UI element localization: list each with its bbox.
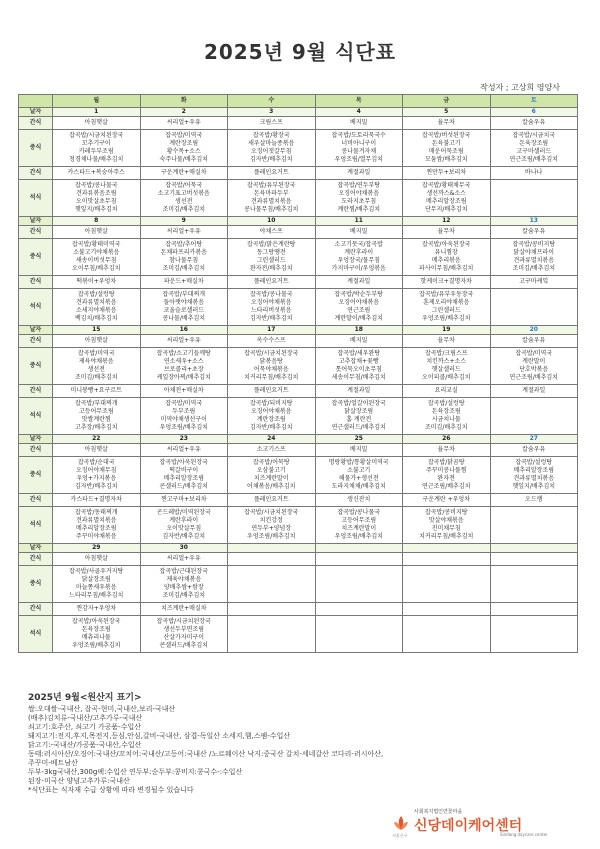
meal-cell: 잡곡밥/설렁탕 돈육장조림 시금치나물 조미김/배추김치: [403, 398, 491, 435]
row-label: 간식: [19, 276, 53, 289]
meal-cell: 잡곡밥/박순두부탕 오징어야채볶음 연근조림 계란말이/배추김치: [315, 289, 403, 326]
date-row: [19, 108, 578, 117]
snack-cell: 소고기스프: [228, 444, 316, 457]
snack-cell: [228, 603, 316, 616]
lunch-row: [19, 457, 578, 494]
date-cell: 30: [140, 544, 228, 553]
header-day: 목: [315, 95, 403, 108]
meal-cell: 잡곡밥/소고기들깨탕 연소새우+소스 브로콜리+초장 케일장아찌/배추김치: [140, 348, 228, 385]
snack-cell: 카스타드+복숭아주스: [53, 167, 141, 180]
meal-cell: 잡곡밥/맑은계란탕 동그랑땡전 그린샐러드 완자전/배추김치: [228, 239, 316, 276]
snack-cell: 칼슘우유: [490, 226, 578, 239]
meal-cell: [403, 616, 491, 653]
snack-cell: 생신잔치: [315, 494, 403, 507]
meal-cell: 잡곡밥/콩비지탕 맛살야채볶음 진미채무침 치커리무침/배추김치: [403, 507, 491, 544]
snack-cell: 율무차: [403, 335, 491, 348]
origin-line: 된장-미국산 양념고추가루:국내산: [28, 777, 130, 785]
meal-cell: 잡곡밥/시금치된장국 꼬추기구이 카레두부조림 청경채나물/배추김치: [53, 130, 141, 167]
row-label: 간식: [19, 167, 53, 180]
meal-cell: 명랑황밥/통황살미역국 소불고기 해물가+생선전 도라지채채/배추김치: [315, 457, 403, 494]
header-day: 화: [140, 95, 228, 108]
meal-cell: 잡곡밥/부대찌개 고등어무조림 맛쌀계란찜 고추장/배추김치: [53, 398, 141, 435]
date-cell: 19: [403, 326, 491, 335]
snack-cell: 계절과일: [315, 385, 403, 398]
meal-cell: 잡곡밥/설렁탕 메추리알장조림 견과류멸치볶음 햇잎지/배추김치: [490, 457, 578, 494]
row-label: 간식: [19, 117, 53, 130]
snack-cell: [315, 603, 403, 616]
date-cell: 16: [140, 326, 228, 335]
snack-cell: 씨리얼+우유: [140, 444, 228, 457]
meal-cell: 잡곡밥/얼갈이된장국 닭살장조림 홈 계란전 연근샐러드/배추김치: [315, 398, 403, 435]
meal-cell: 잡곡밥/되비지탕 오징어야채볶음 계란장조림 김자반/배추김치: [228, 398, 316, 435]
meal-cell: 잡곡밥/동태찌개 견과류멸치볶음 메추리알장조림 주꾸미야채볶음: [53, 507, 141, 544]
date-cell: 8: [53, 217, 141, 226]
snack-cell: [228, 553, 316, 566]
origin-line: (배추)김치류-국내산/고추가루-국내산: [28, 714, 143, 722]
date-cell: 13: [490, 217, 578, 226]
date-cell: [315, 544, 403, 553]
date-cell: 4: [315, 108, 403, 117]
row-label: 날자: [19, 435, 53, 444]
afternoon-snack-row: [19, 276, 578, 289]
origin-line: 쇠고기:호주산, 쇠고기 가공품-수입산: [28, 723, 141, 731]
meal-cell: [315, 616, 403, 653]
snack-cell: 옥수수스프: [228, 335, 316, 348]
row-label: 간식: [19, 385, 53, 398]
logo-sub: Sindang daycare center: [500, 832, 548, 837]
snack-cell: 요리교실: [403, 385, 491, 398]
morning-snack-row: [19, 444, 578, 457]
row-label: 간식: [19, 444, 53, 457]
date-cell: 26: [403, 435, 491, 444]
header-day: 금: [403, 95, 491, 108]
snack-cell: 오드랭: [490, 494, 578, 507]
meal-plan-body: [19, 108, 578, 653]
header-day: 수: [228, 95, 316, 108]
lunch-row: [19, 130, 578, 167]
row-label: 석식: [19, 507, 53, 544]
page-title: 2025년 9월 식단표: [203, 40, 397, 64]
snack-cell: 아침햇살: [53, 226, 141, 239]
origin-line: 주꾸미-베트남산: [28, 759, 78, 767]
snack-cell: 율무차: [403, 226, 491, 239]
meal-cell: 잡곡밥/근대된장국 제육야채볶음 양배추쌈+쌈장 조미김/배추김치: [140, 566, 228, 603]
snack-cell: 크림스프: [228, 117, 316, 130]
meal-cell: [228, 616, 316, 653]
dinner-row: [19, 507, 578, 544]
date-cell: 3: [228, 108, 316, 117]
meal-cell: 잡곡밥/콩나물국 견과류볶음조림 오이맛살초무침 햇잎지/배추김치: [53, 180, 141, 217]
row-label: 간식: [19, 335, 53, 348]
row-label: 간식: [19, 226, 53, 239]
meal-cell: 잡곡밥/황장국 새우살마늘종볶음 오징어젓갈무침 김자반/배추김치: [228, 130, 316, 167]
row-label: 중식: [19, 348, 53, 385]
snack-cell: [490, 553, 578, 566]
date-cell: 23: [140, 435, 228, 444]
meal-cell: 잡곡밥/부대찌개 돌아랫야채볶음 코울슬로샐러드 콩나물/배추김치: [140, 289, 228, 326]
date-cell: 24: [228, 435, 316, 444]
snack-cell: 플레인요거트: [228, 276, 316, 289]
meal-cell: 잡곡밥/크림스프 치킨까스+소스 햇살샐러드 오이피클/배추김치: [403, 348, 491, 385]
snack-cell: 카스타드+결명자차: [53, 494, 141, 507]
row-label: 날자: [19, 217, 53, 226]
row-label: 간식: [19, 553, 53, 566]
meal-cell: [490, 566, 578, 603]
date-cell: 20: [490, 326, 578, 335]
snack-cell: 계절과일: [315, 167, 403, 180]
date-cell: 6: [490, 108, 578, 117]
meal-cell: [403, 566, 491, 603]
snack-cell: 율무차: [403, 117, 491, 130]
meal-cell: 잡곡밥/미역국 제육야채볶음 생선전 조미김/배추김치: [53, 348, 141, 385]
dinner-row: [19, 398, 578, 435]
meal-cell: 잡곡밥/시금치된장국 치킨강정 연두부+양념장 우엉조림/배추김치: [228, 507, 316, 544]
header-day: 월: [53, 95, 141, 108]
snack-cell: 바나나: [490, 167, 578, 180]
snack-cell: 씨리얼+우유: [140, 226, 228, 239]
weekday-header-row: [19, 95, 578, 108]
logo-org: 사회복지법인연꽃마을: [414, 809, 463, 815]
logo-place: 서울중구: [392, 833, 408, 838]
snack-cell: [315, 553, 403, 566]
row-label: 날자: [19, 326, 53, 335]
meal-cell: 잡곡밥/시금치국 돈육장조림 고구마샐러드 연근조림/배추김치: [490, 130, 578, 167]
snack-cell: 계절과일: [490, 385, 578, 398]
header-day-saturday: 토: [490, 95, 578, 108]
date-cell: 29: [53, 544, 141, 553]
lunch-row: [19, 348, 578, 385]
date-cell: 9: [140, 217, 228, 226]
snack-cell: 구운계란+매실차: [140, 167, 228, 180]
meal-cell: 잡곡밥/유부된장국 돈육마파두부 견과류멸치볶음 콩나물무침/배추김치: [228, 180, 316, 217]
snack-cell: [403, 603, 491, 616]
meal-cell: 잡곡밥/사골우거지탕 닭살장조림 마늘쫑새우볶음 느타리무침/배추김치: [53, 566, 141, 603]
date-row: [19, 217, 578, 226]
meal-cell: [228, 566, 316, 603]
center-logo: [392, 808, 582, 838]
row-label: 중식: [19, 239, 53, 276]
snack-cell: 고구마케잌: [490, 276, 578, 289]
row-label: 석식: [19, 398, 53, 435]
meal-cell: 잡곡밥/추어탕 돈채파프리카볶음 참나물무침 조미김/배추김치: [140, 239, 228, 276]
header-corner: [19, 95, 53, 108]
meal-cell: 잡곡밥/어묵탕 오삼불고기 치즈계란말이 어채볶음/배추김치: [228, 457, 316, 494]
meal-cell: 잡곡밥/아욱된장국 유니찜장 메추리볶음 파사이무침/배추김치: [403, 239, 491, 276]
dinner-row: [19, 616, 578, 653]
origin-line: 쌀:오대쌀-국내산, 잡곡-현미,국내산,보리-국내산: [28, 705, 176, 713]
date-cell: [403, 544, 491, 553]
origin-notes: [28, 694, 568, 795]
meal-cell: 잡곡밥/도토리묵국수 너비아니구이 콩나물겨자채 우엉조림/열무김치: [315, 130, 403, 167]
meal-cell: 잡곡밥/황태미역국 소불고기야채볶음 새송이버섯무침 오이무침/배추김치: [53, 239, 141, 276]
row-label: 중식: [19, 566, 53, 603]
date-cell: 17: [228, 326, 316, 335]
date-row: [19, 435, 578, 444]
snack-cell: 칼슘우유: [490, 335, 578, 348]
snack-cell: 베지밀: [315, 335, 403, 348]
origin-line: 두부-3kg국내산,300g팩:수입산 연두부:순두부:콩비지:콩국수-:수입산: [28, 768, 243, 776]
meal-cell: 소고기뭇국/잡곡밥 계란후라이 우엉장국/물무침 가지마구이/우엉볶음: [315, 239, 403, 276]
origin-line: 동태:러시아산/오징어:국내산/꼬치어:국내산/고등어:국내산 /노르웨이산 낙지:중국산 갈치-세네갈산 코다리-러시아산,: [28, 750, 384, 758]
row-label: 석식: [19, 289, 53, 326]
snack-cell: 계절과일: [315, 276, 403, 289]
row-label: 석식: [19, 616, 53, 653]
row-label: 석식: [19, 180, 53, 217]
row-label: 날자: [19, 108, 53, 117]
meal-cell: 잡곡밥/황태채무국 생선까스&소스 메추리알장조림 단무지/배추김치: [403, 180, 491, 217]
date-cell: 15: [53, 326, 141, 335]
origin-line: 닭고기:-국내산/가공품-국내산,수입산: [28, 741, 142, 749]
meal-cell: 잡곡밥/미역국 계란장조림 황수목+소스 숙주나물/배추김치: [140, 130, 228, 167]
meal-cell: 잡곡밥/콩비지탕 닭살야채프라이 견과류멸치볶음 조미김/배추김치: [490, 239, 578, 276]
meal-plan-table: [18, 94, 578, 653]
snack-cell: 치즈계란+매실차: [140, 603, 228, 616]
snack-cell: 찐감자+우엉차: [53, 603, 141, 616]
date-cell: 25: [315, 435, 403, 444]
afternoon-snack-row: [19, 494, 578, 507]
snack-cell: 씨리얼+우유: [140, 335, 228, 348]
meal-cell: [490, 289, 578, 326]
row-label: 간식: [19, 603, 53, 616]
snack-cell: 찐만두+보리차: [403, 167, 491, 180]
date-row: [19, 326, 578, 335]
snack-cell: 율무차: [403, 444, 491, 457]
snack-cell: 베지밀: [315, 226, 403, 239]
date-cell: 10: [228, 217, 316, 226]
meal-cell: 잡곡밥/미역국 계란말이 단호박볶음 연근조림/배추김치: [490, 348, 578, 385]
snack-cell: 찐고구마+보리차: [140, 494, 228, 507]
afternoon-snack-row: [19, 603, 578, 616]
snack-cell: 구운계란 +우엉차: [403, 494, 491, 507]
date-cell: 12: [403, 217, 491, 226]
snack-cell: 떡볶이+우엉차: [53, 276, 141, 289]
meal-cell: 잡곡밥/연두부탕 오징어야채볶음 도라지초무침 계란찜/배추김치: [315, 180, 403, 217]
meal-cell: 잡곡밥/순대국 오징어야채무침 우엉+가지볶음 김자반/배추김치: [53, 457, 141, 494]
dinner-row: [19, 289, 578, 326]
date-cell: 11: [315, 217, 403, 226]
row-label: 중식: [19, 457, 53, 494]
meal-cell: [490, 398, 578, 435]
meal-cell: [490, 616, 578, 653]
snack-cell: 씨리얼+우유: [140, 117, 228, 130]
meal-cell: 잡곡밥/미역국 두부조림 미역야채생선구이 우엉조림/배추김치: [140, 398, 228, 435]
meal-cell: [315, 566, 403, 603]
snack-cell: 아침햇살: [53, 335, 141, 348]
meal-cell: 잡곡밥/시금치된장국 생선두부면조림 산살가자미구이 콘샐러드/배추김치: [140, 616, 228, 653]
meal-cell: 잡곡밥/시금치된장국 닭볶음탕 어묵야채볶음 치커리무침/배추김치: [228, 348, 316, 385]
date-cell: 22: [53, 435, 141, 444]
meal-cell: 잡곡밥/유부우동장국 훈제오리야채볶음 그린샐러드 우엉조림/배추김치: [403, 289, 491, 326]
meal-cell: [490, 180, 578, 217]
morning-snack-row: [19, 335, 578, 348]
meal-cell: 잡곡밥/콩나물국 오징어야채볶음 느타리버섯볶음 김자반/배추김치: [228, 289, 316, 326]
meal-cell: 잡곡밥/아욱된장국 돈육장조림 메츄리나물 우엉조림/배추김치: [53, 616, 141, 653]
snack-cell: 플레인요거트: [228, 385, 316, 398]
snack-cell: 베지밀: [315, 117, 403, 130]
author-note: 작성자 ; 고상희 영양사: [480, 83, 560, 92]
snack-cell: 칼슘우유: [490, 444, 578, 457]
snack-cell: 플레인요거트: [228, 167, 316, 180]
origin-title: 2025년 9월<원산지 표기>: [28, 693, 142, 703]
row-label: 날자: [19, 544, 53, 553]
origin-line: 돼지고기:전지,후지,목전지,등심,안심,갈비-국내산, 삼겹-독일산 소세지,햄,스팸-수입산: [28, 732, 291, 740]
afternoon-snack-row: [19, 167, 578, 180]
lunch-row: [19, 566, 578, 603]
date-cell: [490, 544, 578, 553]
meal-cell: 잡곡밥/어묵국 소고기표고버섯볶음 생선전 조미김/배추김치: [140, 180, 228, 217]
snack-cell: 아채전+매실차: [140, 385, 228, 398]
meal-cell: 잡곡밥/콩나물국 고등어무조림 치즈계란말이 우엉조림/배추김치: [315, 507, 403, 544]
snack-cell: 핫케이크+결명자차: [403, 276, 491, 289]
meal-cell: 잡곡밥/새우완탕 고추잡채+꽃빵 톳어묵오이초무침 세송이무침/배추김치: [315, 348, 403, 385]
lunch-row: [19, 239, 578, 276]
afternoon-snack-row: [19, 385, 578, 398]
date-cell: 5: [403, 108, 491, 117]
snack-cell: 씨리얼+우유: [140, 553, 228, 566]
snack-cell: 베지밀: [315, 444, 403, 457]
date-row: [19, 544, 578, 553]
snack-cell: 아침햇살: [53, 553, 141, 566]
dinner-row: [19, 180, 578, 217]
snack-cell: 야채스프: [228, 226, 316, 239]
snack-cell: 칼슘우유: [490, 117, 578, 130]
origin-line: *식단표는 식자재 수급 상황에 따라 변경될수 있습니다: [28, 786, 194, 794]
date-cell: [228, 544, 316, 553]
snack-cell: 아침햇살: [53, 444, 141, 457]
date-cell: 1: [53, 108, 141, 117]
meal-cell: 잡곡밥/설렁탕 견과류멸치볶음 소세지야채볶음 백김치/배추김치: [53, 289, 141, 326]
meal-cell: 잡곡밥/아욱된장국 떡갈비구이 메추리알장조림 콘샐러드/배추김치: [140, 457, 228, 494]
meal-cell: 곤드레밥/미역된장국 계란후라이 오이맛살무침 김자반/배추김치: [140, 507, 228, 544]
morning-snack-row: [19, 226, 578, 239]
logo-name: 신당데이케어센터: [414, 818, 523, 834]
date-cell: 2: [140, 108, 228, 117]
row-label: 간식: [19, 494, 53, 507]
row-label: 중식: [19, 130, 53, 167]
morning-snack-row: [19, 553, 578, 566]
snack-cell: 파운드+매실차: [140, 276, 228, 289]
date-cell: 27: [490, 435, 578, 444]
meal-cell: 잡곡밥/버섯된장국 돈육불고기 매운어묵조림 모둠쌈/배추김치: [403, 130, 491, 167]
snack-cell: [490, 603, 578, 616]
meal-cell: 잡곡밥/닭곰탕 주꾸미콩나물찜 완자전 연근조림/배추김치: [403, 457, 491, 494]
snack-cell: 미니붕빵+요구르트: [53, 385, 141, 398]
snack-cell: 아침햇살: [53, 117, 141, 130]
morning-snack-row: [19, 117, 578, 130]
snack-cell: [403, 553, 491, 566]
date-cell: 18: [315, 326, 403, 335]
meal-cell: [490, 507, 578, 544]
lotus-logo-icon: [392, 814, 410, 832]
snack-cell: 플레인요거트: [228, 494, 316, 507]
